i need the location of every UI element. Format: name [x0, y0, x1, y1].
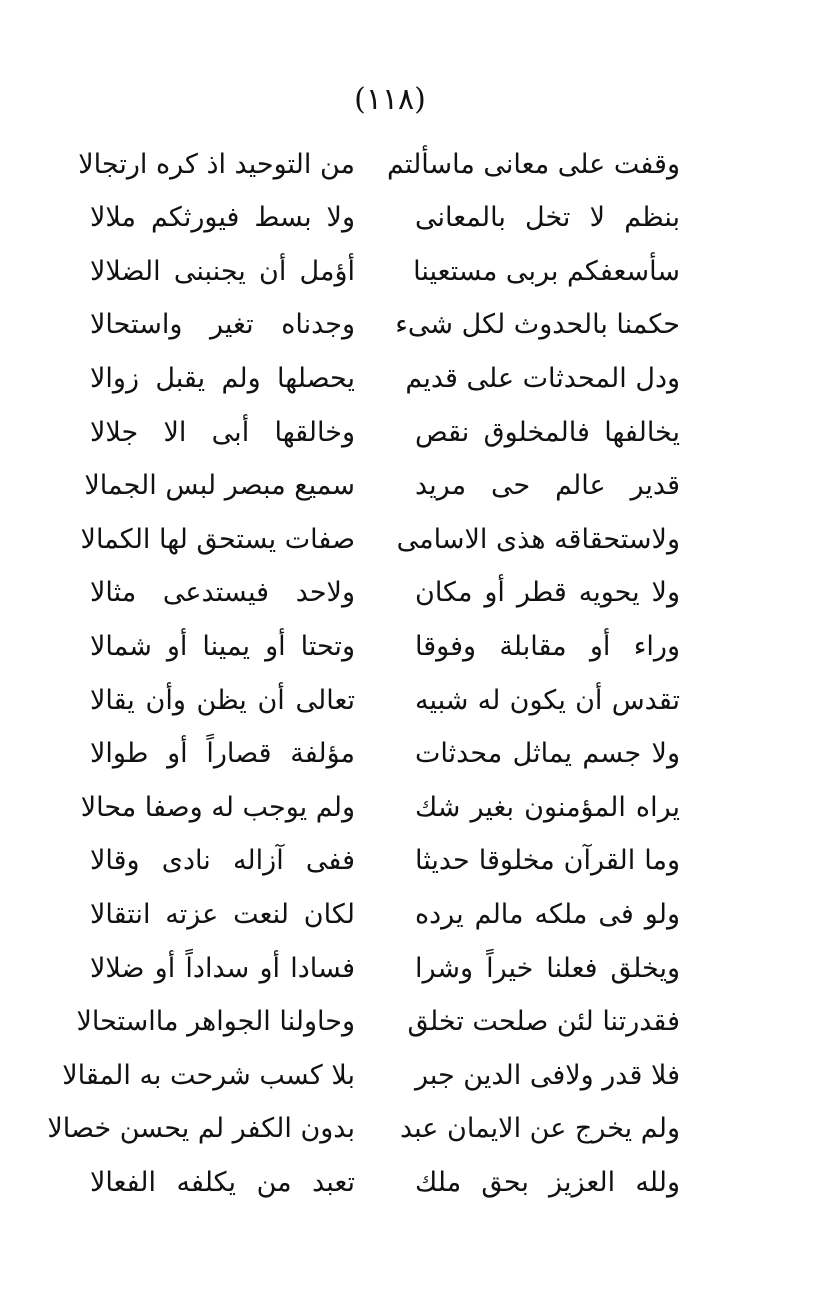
page-number: (١١٨): [354, 82, 426, 117]
verse-line: [90, 888, 680, 942]
verse-second-hemistich: من التوحيد اذ كره ارتجالا: [78, 148, 355, 180]
verse-first-hemistich: وقفت على معانى ماسألتم: [386, 148, 680, 180]
verse-first-hemistich: ولم يخرج عن الايمان عبد: [399, 1113, 680, 1145]
verse-first-hemistich: ولا جسم يماثل محدثات: [415, 738, 680, 770]
verse-first-hemistich: حكمنا بالحدوث لكل شىء: [395, 309, 680, 341]
verse-second-hemistich: وحاولنا الجواهر مااستحالا: [76, 1006, 355, 1038]
verse-second-hemistich: ولم يوجب له وصفا محالا: [80, 791, 355, 823]
verse-second-hemistich: ولا بسط فيورثكم ملالا: [90, 202, 355, 234]
verse-line: [90, 835, 680, 889]
verse-second-hemistich: يحصلها ولم يقبل زوالا: [90, 362, 355, 394]
verse-line: [90, 674, 680, 728]
verse-second-hemistich: سميع مبصر لبس الجمالا: [84, 470, 355, 502]
verse-line: [90, 352, 680, 406]
verse-first-hemistich: يخالفها فالمخلوق نقص: [415, 416, 680, 448]
verse-second-hemistich: فسادا أو سداداً أو ضلالا: [90, 952, 355, 984]
verse-first-hemistich: ودل المحدثات على قديم: [405, 362, 680, 394]
verse-line: [90, 942, 680, 996]
verse-second-hemistich: أؤمل أن يجنبنى الضلالا: [90, 255, 355, 287]
verse-line: [80, 513, 680, 567]
verse-second-hemistich: وتحتا أو يمينا أو شمالا: [90, 630, 355, 662]
verse-first-hemistich: قدير عالم حى مريد: [415, 470, 680, 502]
verse-second-hemistich: ففى آزاله نادى وقالا: [90, 845, 355, 877]
verse-first-hemistich: ويخلق فعلنا خيراً وشرا: [415, 952, 680, 984]
verse-second-hemistich: وجدناه تغير واستحالا: [90, 309, 355, 341]
verse-first-hemistich: ولاستحقاقه هذى الاسامى: [396, 523, 680, 555]
verse-line: [90, 567, 680, 621]
verse-first-hemistich: بنظم لا تخل بالمعانى: [415, 202, 680, 234]
verse-second-hemistich: تعبد من يكلفه الفعالا: [90, 1166, 355, 1198]
verse-first-hemistich: ولا يحويه قطر أو مكان: [415, 577, 680, 609]
verse-first-hemistich: فلا قدر ولافى الدين جبر: [414, 1059, 680, 1091]
verse-first-hemistich: فقدرتنا لئن صلحت تخلق: [407, 1006, 680, 1038]
verse-second-hemistich: صفات يستحق لها الكمالا: [80, 523, 355, 555]
verse-line: [78, 138, 680, 192]
verse-second-hemistich: لكان لنعت عزته انتقالا: [90, 898, 355, 930]
verse-first-hemistich: تقدس أن يكون له شبيه: [415, 684, 680, 716]
verse-line: [90, 620, 680, 674]
verse-first-hemistich: سأسعفكم بربى مستعينا: [413, 255, 680, 287]
verse-second-hemistich: بلا كسب شرحت به المقالا: [62, 1059, 355, 1091]
verse-line: [62, 1049, 680, 1103]
verse-second-hemistich: ولاحد فيستدعى مثالا: [90, 577, 355, 609]
verse-line: [90, 299, 680, 353]
verse-line: [80, 781, 680, 835]
verse-line: [90, 406, 680, 460]
poem: [47, 138, 680, 1210]
verse-line: [47, 1103, 680, 1157]
verse-second-hemistich: مؤلفة قصاراً أو طوالا: [90, 738, 355, 770]
verse-second-hemistich: بدون الكفر لم يحسن خصالا: [47, 1113, 355, 1145]
verse-first-hemistich: وراء أو مقابلة وفوقا: [415, 630, 680, 662]
verse-first-hemistich: يراه المؤمنون بغير شك: [415, 791, 680, 823]
verse-second-hemistich: تعالى أن يظن وأن يقالا: [90, 684, 355, 716]
verse-line: [90, 1156, 680, 1210]
verse-line: [90, 245, 680, 299]
verse-line: [90, 728, 680, 782]
verse-first-hemistich: وما القرآن مخلوقا حديثا: [415, 845, 680, 877]
verse-line: [76, 996, 680, 1050]
verse-line: [84, 460, 680, 514]
verse-first-hemistich: ولله العزيز بحق ملك: [415, 1166, 680, 1198]
verse-line: [90, 192, 680, 246]
verse-first-hemistich: ولو فى ملكه مالم يرده: [415, 898, 680, 930]
verse-second-hemistich: وخالقها أبى الا جلالا: [90, 416, 355, 448]
